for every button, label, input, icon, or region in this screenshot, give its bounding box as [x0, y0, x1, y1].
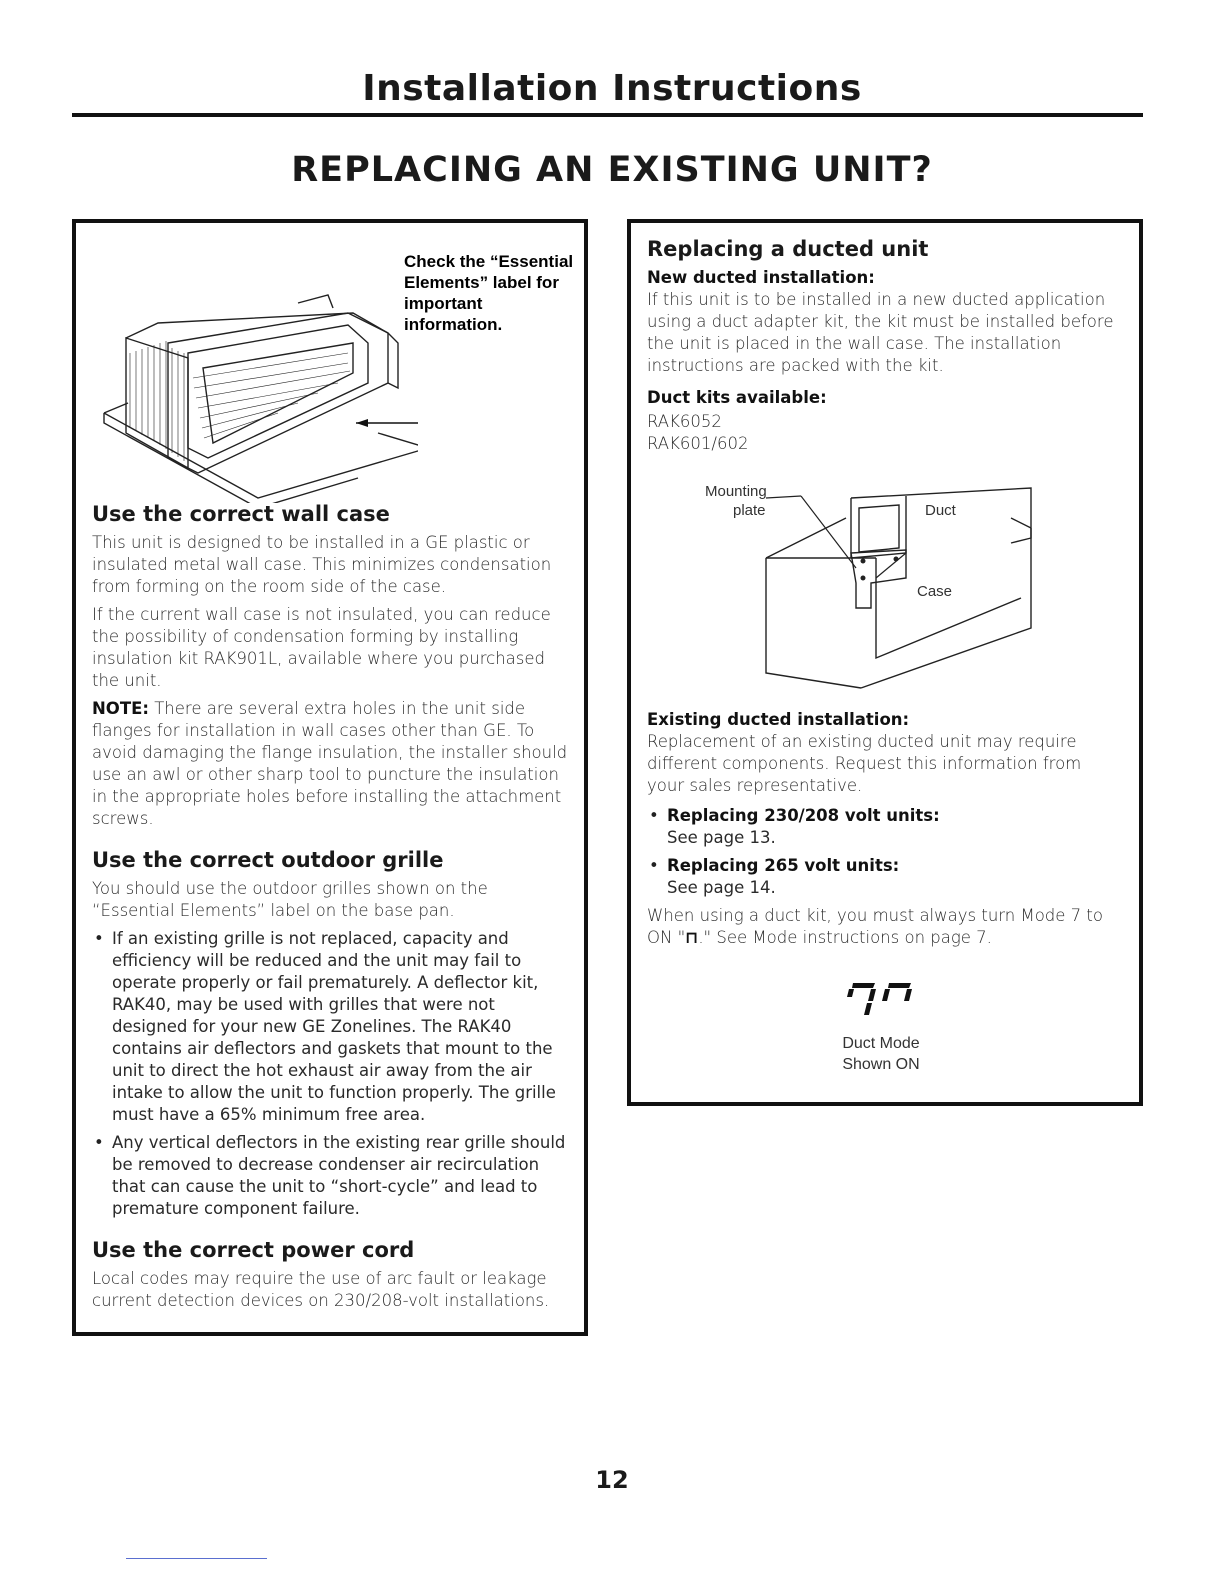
main-title: REPLACING AN EXISTING UNIT?	[291, 150, 933, 190]
mode-text-2	[647, 927, 1123, 949]
caption-line: Duct Mode	[842, 1035, 920, 1052]
new-ducted-label: New ducted installation:	[647, 268, 875, 288]
left-text-column	[92, 502, 568, 1318]
wall-case-para-1: This unit is designed to be installed in a GE plastic or insulated metal wall case. This minimizes condensation from forming on the room side of the case.	[92, 533, 552, 597]
footer-link-underline[interactable]	[126, 1558, 267, 1559]
power-cord-para: Local codes may require the use of arc fault or leakage current detection devices on 230/208-volt installations.	[92, 1269, 550, 1311]
bullet-text: See page 13.	[667, 828, 776, 847]
bullet-label: • Replacing 230/208 volt units:	[667, 806, 940, 825]
new-ducted-text: If this unit is to be installed in a new ducted application using a duct adapter kit, the kit must be installed before the unit is placed in the wall case. The installation instructions are packed with the kit.	[647, 290, 1114, 376]
display-caption	[811, 1033, 951, 1075]
essential-elements-callout	[404, 251, 584, 335]
existing-ducted-text: Replacement of an existing ducted unit may require different components. Request this information from your sales representative.	[647, 732, 1082, 795]
caption-line: Shown ON	[842, 1056, 920, 1073]
grille-para-1: You should use the outdoor grilles shown on the “Essential Elements” label on the base pan.	[92, 879, 488, 921]
ducted-unit-title: Replacing a ducted unit	[647, 237, 929, 261]
list-item: • Any vertical deflectors in the existing rear grille should be removed to decrease condenser air recirculation that can cause the unit to “short-cycle” and lead to premature component failure.	[92, 1132, 568, 1220]
callout-line: Elements” label for	[404, 273, 559, 292]
mode-text-prefix: ON "	[647, 928, 686, 947]
replacement-bullets	[647, 805, 1123, 899]
wall-case-para-2: If the current wall case is not insulated, you can reduce the possibility of condensation forming by installing insulation kit RAK901L, available where you purchased the unit.	[92, 605, 551, 691]
list-item	[647, 855, 1123, 899]
duct-diagram	[691, 478, 1111, 693]
duct-mode-display-icon	[845, 979, 925, 1023]
power-cord-title: Use the correct power cord	[92, 1238, 415, 1263]
left-panel	[72, 219, 588, 1336]
right-text-top	[647, 237, 1123, 455]
list-item	[647, 805, 1123, 849]
page-number: 12	[595, 1466, 629, 1494]
label-case: Case	[917, 583, 953, 600]
label-duct: Duct	[925, 502, 956, 519]
duct-mode-symbol: ⊓	[685, 928, 699, 947]
header-rule	[72, 113, 1143, 117]
page-header-title: Installation Instructions	[362, 68, 862, 109]
right-text-bottom	[647, 709, 1123, 949]
duct-kit-item: RAK6052	[647, 412, 722, 432]
callout-line: Check the “Essential	[404, 252, 574, 271]
callout-pointer	[356, 333, 418, 423]
label-mounting: Mounting	[705, 483, 767, 500]
duct-kit-item: RAK601/602	[647, 434, 749, 454]
list-item: • If an existing grille is not replaced, capacity and efficiency will be reduced and the unit may fail to operate properly or fail prematurely. A deflector kit, RAK40, may be used with grilles that were not designed for your new GE Zonelines. The RAK40 contains air deflectors and gaskets that mount to the unit to direct the hot exhaust air away from the air intake to allow the unit to function properly. The grille must have a 65% minimum free area.	[92, 928, 568, 1126]
right-panel	[627, 219, 1143, 1106]
wall-case-note	[92, 698, 568, 830]
mode-text-suffix: ." See Mode instructions on page 7.	[698, 928, 992, 947]
note-label: NOTE:	[92, 699, 149, 719]
note-text: There are several extra holes in the unit side flanges for installation in wall cases other than GE. To avoid damaging the flange insulation, the installer should use an awl or other sharp tool to puncture the insulation in the appropriate holes before installing the attachment screws.	[92, 699, 568, 829]
duct-kits-label: Duct kits available:	[647, 388, 827, 408]
callout-line: important information.	[404, 294, 503, 334]
wall-case-title: Use the correct wall case	[92, 502, 390, 526]
grille-bullets	[92, 928, 568, 1220]
mode-text-1: When using a duct kit, you must always turn Mode 7 to	[647, 906, 1103, 925]
grille-title: Use the correct outdoor grille	[92, 848, 444, 873]
bullet-text: See page 14.	[667, 878, 776, 897]
bullet-label: • Replacing 265 volt units:	[667, 856, 900, 875]
existing-ducted-label: Existing ducted installation:	[647, 710, 910, 729]
wall-unit-illustration	[98, 273, 418, 503]
label-plate: plate	[733, 502, 766, 519]
